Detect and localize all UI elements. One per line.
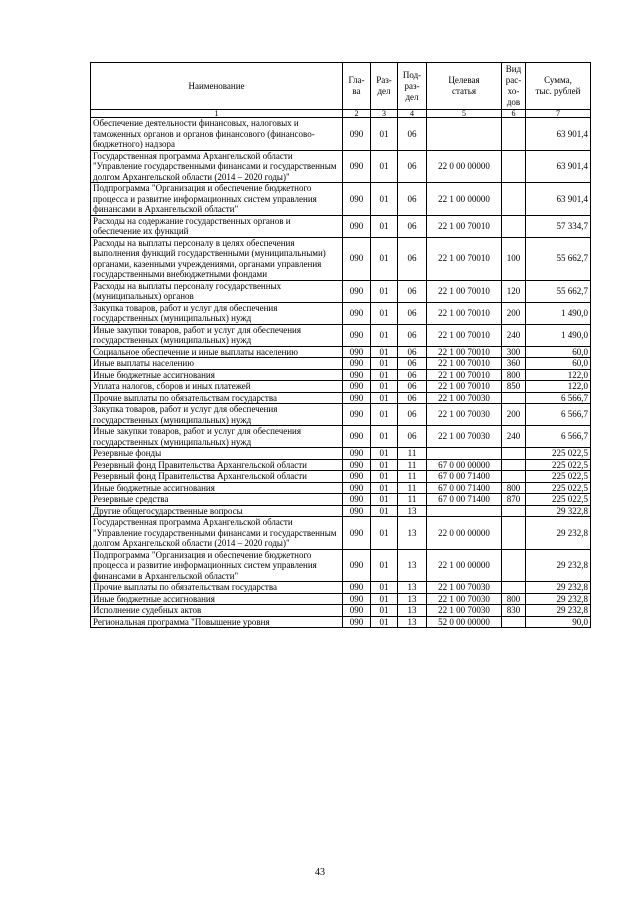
header-glava: Гла- ва [343, 63, 371, 110]
row-podrazdel-cell: 13 [398, 582, 427, 594]
row-sum-cell: 225 022,5 [526, 482, 591, 494]
row-podrazdel-cell: 06 [398, 392, 427, 404]
table-row [91, 517, 591, 550]
row-target-cell: 22 1 00 70010 [427, 280, 502, 302]
table-row [91, 302, 591, 324]
column-number: 2 [343, 110, 371, 118]
column-number: 6 [502, 110, 526, 118]
column-number: 5 [427, 110, 502, 118]
row-target-cell: 22 1 00 70010 [427, 346, 502, 358]
row-sum-cell: 225 022,5 [526, 494, 591, 506]
row-podrazdel-cell: 06 [398, 215, 427, 237]
row-target-cell [427, 118, 502, 151]
table-row [91, 346, 591, 358]
row-glava-cell: 090 [343, 324, 371, 346]
row-target-cell: 67 0 00 71400 [427, 494, 502, 506]
row-glava-cell: 090 [343, 616, 371, 628]
row-podrazdel-cell: 06 [398, 302, 427, 324]
row-sum-cell: 122,0 [526, 381, 591, 393]
row-sum-cell: 225 022,5 [526, 459, 591, 471]
row-target-cell: 22 0 00 00000 [427, 150, 502, 183]
table-row [91, 448, 591, 460]
row-podrazdel-cell: 13 [398, 517, 427, 550]
row-vid-cell [502, 183, 526, 216]
row-vid-cell [502, 392, 526, 404]
row-name-cell: Иные бюджетные ассигнования [91, 593, 343, 605]
row-vid-cell: 360 [502, 358, 526, 370]
row-name-cell: Резервный фонд Правительства Архангельской области [91, 459, 343, 471]
table-row [91, 150, 591, 183]
row-glava-cell: 090 [343, 118, 371, 151]
row-glava-cell: 090 [343, 215, 371, 237]
row-glava-cell: 090 [343, 494, 371, 506]
row-target-cell: 22 1 00 70030 [427, 605, 502, 617]
table-row [91, 118, 591, 151]
row-name-cell: Региональная программа "Повышение уровня [91, 616, 343, 628]
row-glava-cell: 090 [343, 150, 371, 183]
header-razdel: Раз- дел [371, 63, 398, 110]
row-podrazdel-cell: 06 [398, 369, 427, 381]
row-target-cell: 52 0 00 00000 [427, 616, 502, 628]
table-row [91, 392, 591, 404]
row-glava-cell: 090 [343, 392, 371, 404]
row-vid-cell [502, 215, 526, 237]
row-podrazdel-cell: 11 [398, 459, 427, 471]
row-glava-cell: 090 [343, 482, 371, 494]
row-glava-cell: 090 [343, 582, 371, 594]
row-podrazdel-cell: 13 [398, 505, 427, 517]
row-sum-cell: 29 232,8 [526, 593, 591, 605]
row-name-cell: Прочие выплаты по обязательствам государства [91, 582, 343, 594]
row-glava-cell: 090 [343, 426, 371, 448]
row-vid-cell: 850 [502, 381, 526, 393]
table-row [91, 358, 591, 370]
table-row [91, 381, 591, 393]
header-name: Наименование [91, 63, 343, 110]
row-name-cell: Резервные фонды [91, 448, 343, 460]
row-podrazdel-cell: 13 [398, 616, 427, 628]
row-razdel-cell: 01 [371, 448, 398, 460]
row-sum-cell: 1 490,0 [526, 324, 591, 346]
row-target-cell: 22 1 00 70010 [427, 215, 502, 237]
row-podrazdel-cell: 11 [398, 471, 427, 483]
row-target-cell: 22 1 00 70030 [427, 392, 502, 404]
row-name-cell: Резервные средства [91, 494, 343, 506]
table-row [91, 215, 591, 237]
row-glava-cell: 090 [343, 505, 371, 517]
row-razdel-cell: 01 [371, 381, 398, 393]
row-razdel-cell: 01 [371, 369, 398, 381]
row-razdel-cell: 01 [371, 494, 398, 506]
row-sum-cell: 6 566,7 [526, 404, 591, 426]
header-vid: Вид рас- хо- дов [502, 63, 526, 110]
row-vid-cell: 830 [502, 605, 526, 617]
row-podrazdel-cell: 06 [398, 346, 427, 358]
row-vid-cell [502, 582, 526, 594]
row-vid-cell: 800 [502, 369, 526, 381]
column-number: 4 [398, 110, 427, 118]
row-podrazdel-cell: 06 [398, 358, 427, 370]
row-target-cell: 67 0 00 71400 [427, 471, 502, 483]
row-glava-cell: 090 [343, 346, 371, 358]
row-sum-cell: 29 232,8 [526, 605, 591, 617]
page-number: 43 [315, 867, 325, 878]
row-name-cell: Иные бюджетные ассигнования [91, 369, 343, 381]
row-name-cell: Обеспечение деятельности финансовых, налоговых и таможенных органов и органов финансового (финансово-бюджетного) надзора [91, 118, 343, 151]
table-row [91, 237, 591, 280]
row-target-cell [427, 448, 502, 460]
row-target-cell: 22 1 00 00000 [427, 549, 502, 582]
row-sum-cell: 29 322,8 [526, 505, 591, 517]
row-target-cell: 22 1 00 70030 [427, 593, 502, 605]
table-row [91, 616, 591, 628]
table-header-row [91, 63, 591, 110]
row-vid-cell [502, 549, 526, 582]
row-name-cell: Расходы на выплаты персоналу государственных (муниципальных) органов [91, 280, 343, 302]
row-sum-cell: 29 232,8 [526, 517, 591, 550]
table-row [91, 494, 591, 506]
row-sum-cell: 55 662,7 [526, 237, 591, 280]
row-name-cell: Расходы на содержание государственных органов и обеспечение их функций [91, 215, 343, 237]
table-row [91, 482, 591, 494]
row-glava-cell: 090 [343, 517, 371, 550]
row-name-cell: Расходы на выплаты персоналу в целях обеспечения выполнения функций государственными (муниципальными) органами, казенными учреждениями, органами управления государственными внебюджетными фондами [91, 237, 343, 280]
row-glava-cell: 090 [343, 381, 371, 393]
row-razdel-cell: 01 [371, 426, 398, 448]
row-razdel-cell: 01 [371, 404, 398, 426]
row-sum-cell: 60,0 [526, 346, 591, 358]
row-sum-cell: 225 022,5 [526, 471, 591, 483]
row-vid-cell: 240 [502, 324, 526, 346]
column-number: 3 [371, 110, 398, 118]
row-name-cell: Иные бюджетные ассигнования [91, 482, 343, 494]
row-podrazdel-cell: 06 [398, 150, 427, 183]
row-glava-cell: 090 [343, 369, 371, 381]
row-target-cell: 22 1 00 00000 [427, 183, 502, 216]
row-vid-cell: 870 [502, 494, 526, 506]
row-target-cell: 22 1 00 70030 [427, 404, 502, 426]
row-target-cell: 22 1 00 70010 [427, 381, 502, 393]
column-number: 7 [526, 110, 591, 118]
row-razdel-cell: 01 [371, 280, 398, 302]
row-glava-cell: 090 [343, 471, 371, 483]
row-glava-cell: 090 [343, 448, 371, 460]
row-podrazdel-cell: 11 [398, 448, 427, 460]
row-target-cell: 22 1 00 70030 [427, 582, 502, 594]
row-razdel-cell: 01 [371, 150, 398, 183]
row-vid-cell: 200 [502, 302, 526, 324]
table-row [91, 183, 591, 216]
column-number: 1 [91, 110, 343, 118]
row-name-cell: Социальное обеспечение и иные выплаты населению [91, 346, 343, 358]
row-sum-cell: 63 901,4 [526, 150, 591, 183]
row-razdel-cell: 01 [371, 582, 398, 594]
row-vid-cell: 800 [502, 482, 526, 494]
row-podrazdel-cell: 06 [398, 183, 427, 216]
row-razdel-cell: 01 [371, 302, 398, 324]
table-row [91, 471, 591, 483]
row-razdel-cell: 01 [371, 392, 398, 404]
row-vid-cell: 200 [502, 404, 526, 426]
row-razdel-cell: 01 [371, 237, 398, 280]
header-sum: Сумма, тыс. рублей [526, 63, 591, 110]
row-sum-cell: 29 232,8 [526, 549, 591, 582]
row-podrazdel-cell: 06 [398, 324, 427, 346]
row-sum-cell: 60,0 [526, 358, 591, 370]
row-sum-cell: 6 566,7 [526, 392, 591, 404]
row-podrazdel-cell: 06 [398, 426, 427, 448]
row-razdel-cell: 01 [371, 324, 398, 346]
row-target-cell: 22 1 00 70010 [427, 302, 502, 324]
row-name-cell: Подпрограмма "Организация и обеспечение бюджетного процесса и развитие информационных систем управления финансами в Архангельской области" [91, 183, 343, 216]
header-target: Целевая статья [427, 63, 502, 110]
row-razdel-cell: 01 [371, 505, 398, 517]
row-target-cell: 22 1 00 70030 [427, 426, 502, 448]
row-razdel-cell: 01 [371, 517, 398, 550]
table-row [91, 605, 591, 617]
row-glava-cell: 090 [343, 593, 371, 605]
row-vid-cell [502, 471, 526, 483]
row-vid-cell: 300 [502, 346, 526, 358]
row-razdel-cell: 01 [371, 215, 398, 237]
row-vid-cell [502, 459, 526, 471]
row-name-cell: Иные выплаты населению [91, 358, 343, 370]
table-row [91, 593, 591, 605]
row-vid-cell [502, 448, 526, 460]
row-target-cell: 22 1 00 70010 [427, 237, 502, 280]
row-target-cell: 22 0 00 00000 [427, 517, 502, 550]
table-row [91, 505, 591, 517]
row-target-cell: 67 0 00 00000 [427, 459, 502, 471]
row-sum-cell: 225 022,5 [526, 448, 591, 460]
row-podrazdel-cell: 06 [398, 381, 427, 393]
row-razdel-cell: 01 [371, 593, 398, 605]
table-row [91, 404, 591, 426]
row-sum-cell: 63 901,4 [526, 183, 591, 216]
row-razdel-cell: 01 [371, 459, 398, 471]
table-row [91, 549, 591, 582]
row-target-cell [427, 505, 502, 517]
row-target-cell: 22 1 00 70010 [427, 324, 502, 346]
table-row [91, 324, 591, 346]
row-vid-cell: 800 [502, 593, 526, 605]
row-glava-cell: 090 [343, 549, 371, 582]
table-row [91, 369, 591, 381]
row-razdel-cell: 01 [371, 471, 398, 483]
row-glava-cell: 090 [343, 280, 371, 302]
row-name-cell: Исполнение судебных актов [91, 605, 343, 617]
table-row [91, 459, 591, 471]
row-glava-cell: 090 [343, 358, 371, 370]
row-glava-cell: 090 [343, 302, 371, 324]
row-name-cell: Иные закупки товаров, работ и услуг для обеспечения государственных (муниципальных) нужд [91, 426, 343, 448]
row-razdel-cell: 01 [371, 358, 398, 370]
row-podrazdel-cell: 06 [398, 280, 427, 302]
row-name-cell: Уплата налогов, сборов и иных платежей [91, 381, 343, 393]
row-vid-cell [502, 517, 526, 550]
row-sum-cell: 55 662,7 [526, 280, 591, 302]
table-row [91, 280, 591, 302]
row-vid-cell [502, 118, 526, 151]
row-vid-cell [502, 616, 526, 628]
row-glava-cell: 090 [343, 605, 371, 617]
row-podrazdel-cell: 11 [398, 494, 427, 506]
row-razdel-cell: 01 [371, 605, 398, 617]
budget-table [90, 62, 591, 628]
row-sum-cell: 90,0 [526, 616, 591, 628]
row-name-cell: Другие общегосударственные вопросы [91, 505, 343, 517]
row-sum-cell: 6 566,7 [526, 426, 591, 448]
row-razdel-cell: 01 [371, 346, 398, 358]
row-name-cell: Иные закупки товаров, работ и услуг для обеспечения государственных (муниципальных) нужд [91, 324, 343, 346]
row-podrazdel-cell: 13 [398, 605, 427, 617]
row-glava-cell: 090 [343, 404, 371, 426]
row-sum-cell: 63 901,4 [526, 118, 591, 151]
row-glava-cell: 090 [343, 237, 371, 280]
row-target-cell: 67 0 00 71400 [427, 482, 502, 494]
row-sum-cell: 57 334,7 [526, 215, 591, 237]
row-target-cell: 22 1 00 70010 [427, 369, 502, 381]
row-podrazdel-cell: 11 [398, 482, 427, 494]
table-row [91, 582, 591, 594]
row-razdel-cell: 01 [371, 118, 398, 151]
row-sum-cell: 1 490,0 [526, 302, 591, 324]
row-podrazdel-cell: 06 [398, 237, 427, 280]
row-vid-cell [502, 505, 526, 517]
row-razdel-cell: 01 [371, 549, 398, 582]
row-podrazdel-cell: 06 [398, 118, 427, 151]
row-target-cell: 22 1 00 70010 [427, 358, 502, 370]
row-sum-cell: 122,0 [526, 369, 591, 381]
row-vid-cell: 240 [502, 426, 526, 448]
row-podrazdel-cell: 13 [398, 593, 427, 605]
row-razdel-cell: 01 [371, 616, 398, 628]
row-name-cell: Государственная программа Архангельской области "Управление государственными финансами и государственным долгом Архангельской области (2014 – 2020 годы)" [91, 517, 343, 550]
row-name-cell: Закупка товаров, работ и услуг для обеспечения государственных (муниципальных) нужд [91, 404, 343, 426]
row-razdel-cell: 01 [371, 183, 398, 216]
table-row [91, 426, 591, 448]
row-vid-cell: 120 [502, 280, 526, 302]
row-podrazdel-cell: 06 [398, 404, 427, 426]
header-podrazdel: Под- раз- дел [398, 63, 427, 110]
row-vid-cell [502, 150, 526, 183]
column-number-row [91, 110, 591, 118]
row-name-cell: Государственная программа Архангельской области "Управление государственными финансами и государственным долгом Архангельской области (2014 – 2020 годы)" [91, 150, 343, 183]
row-name-cell: Резервный фонд Правительства Архангельской области [91, 471, 343, 483]
row-glava-cell: 090 [343, 459, 371, 471]
row-name-cell: Прочие выплаты по обязательствам государства [91, 392, 343, 404]
table-body [91, 118, 591, 628]
row-vid-cell: 100 [502, 237, 526, 280]
row-name-cell: Подпрограмма "Организация и обеспечение бюджетного процесса и развитие информационных систем управления финансами в Архангельской области" [91, 549, 343, 582]
row-razdel-cell: 01 [371, 482, 398, 494]
row-sum-cell: 29 232,8 [526, 582, 591, 594]
row-glava-cell: 090 [343, 183, 371, 216]
row-name-cell: Закупка товаров, работ и услуг для обеспечения государственных (муниципальных) нужд [91, 302, 343, 324]
row-podrazdel-cell: 13 [398, 549, 427, 582]
